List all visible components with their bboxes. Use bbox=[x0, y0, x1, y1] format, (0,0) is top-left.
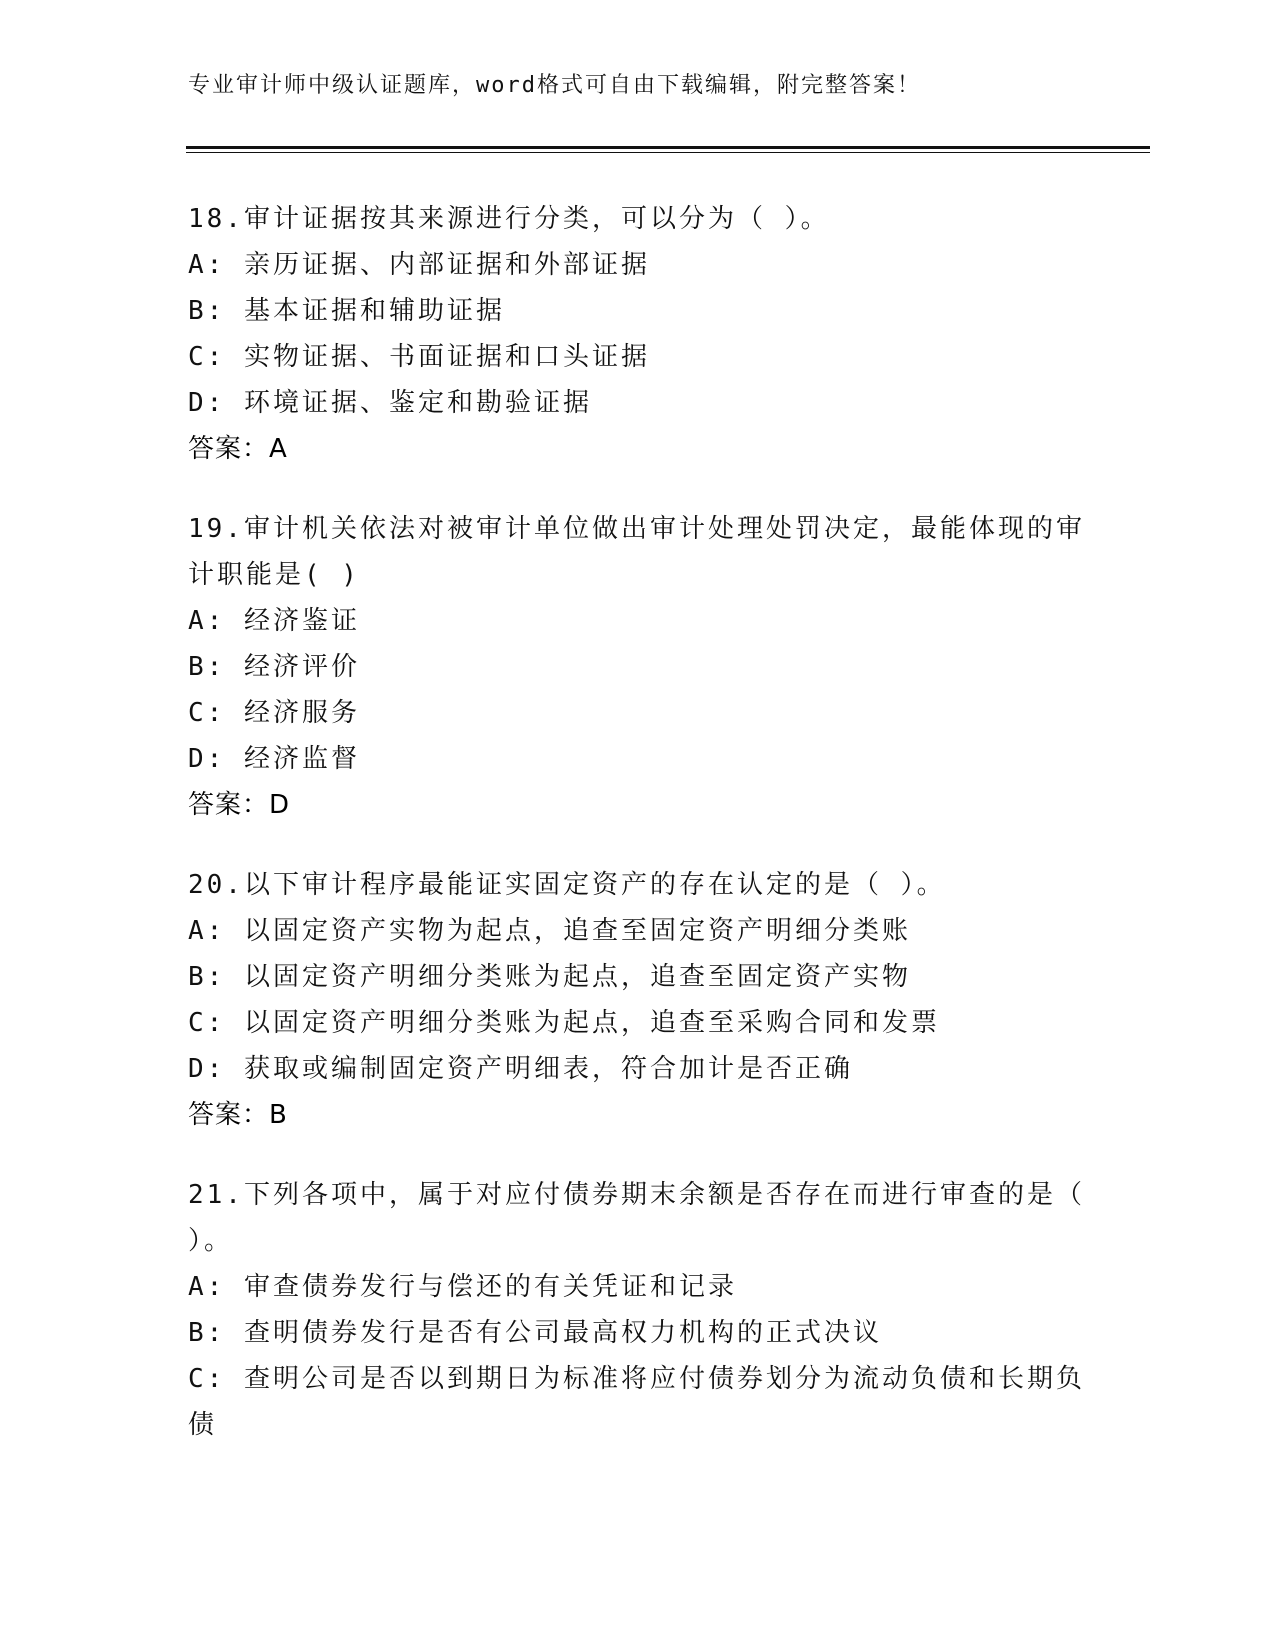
question-text: 19.审计机关依法对被审计单位做出审计处理处罚决定，最能体现的审计职能是( ) bbox=[188, 514, 1085, 590]
option-b: B: 以固定资产明细分类账为起点，追查至固定资产实物 bbox=[188, 962, 911, 992]
header-divider-thin bbox=[186, 152, 1150, 153]
option-d: D: 获取或编制固定资产明细表，符合加计是否正确 bbox=[188, 1054, 853, 1084]
answer: 答案：D bbox=[188, 790, 291, 820]
question-list bbox=[188, 196, 1088, 1482]
header-note: 专业审计师中级认证题库，word格式可自由下载编辑，附完整答案！ bbox=[188, 73, 921, 98]
question-21 bbox=[188, 1172, 1088, 1448]
option-a: A: 审查债券发行与偿还的有关凭证和记录 bbox=[188, 1272, 737, 1302]
answer: 答案：A bbox=[188, 434, 288, 464]
option-a: A: 经济鉴证 bbox=[188, 606, 360, 636]
option-a: A: 以固定资产实物为起点，追查至固定资产明细分类账 bbox=[188, 916, 911, 946]
option-b: B: 查明债券发行是否有公司最高权力机构的正式决议 bbox=[188, 1318, 882, 1348]
option-c: C: 查明公司是否以到期日为标准将应付债券划分为流动负债和长期负债 bbox=[188, 1364, 1085, 1440]
header-divider bbox=[186, 146, 1150, 149]
option-c: C: 以固定资产明细分类账为起点，追查至采购合同和发票 bbox=[188, 1008, 940, 1038]
question-18 bbox=[188, 196, 1088, 472]
question-text: 21.下列各项中，属于对应付债券期末余额是否存在而进行审查的是（ ）。 bbox=[188, 1180, 1085, 1256]
question-text: 20.以下审计程序最能证实固定资产的存在认定的是（ ）。 bbox=[188, 870, 946, 900]
question-text: 18.审计证据按其来源进行分类，可以分为（ ）。 bbox=[188, 204, 830, 234]
question-20 bbox=[188, 862, 1088, 1138]
answer: 答案：B bbox=[188, 1100, 288, 1130]
option-a: A: 亲历证据、内部证据和外部证据 bbox=[188, 250, 650, 280]
option-b: B: 经济评价 bbox=[188, 652, 360, 682]
option-b: B: 基本证据和辅助证据 bbox=[188, 296, 505, 326]
option-c: C: 经济服务 bbox=[188, 698, 360, 728]
option-d: D: 经济监督 bbox=[188, 744, 360, 774]
option-c: C: 实物证据、书面证据和口头证据 bbox=[188, 342, 650, 372]
option-d: D: 环境证据、鉴定和勘验证据 bbox=[188, 388, 592, 418]
question-19 bbox=[188, 506, 1088, 828]
